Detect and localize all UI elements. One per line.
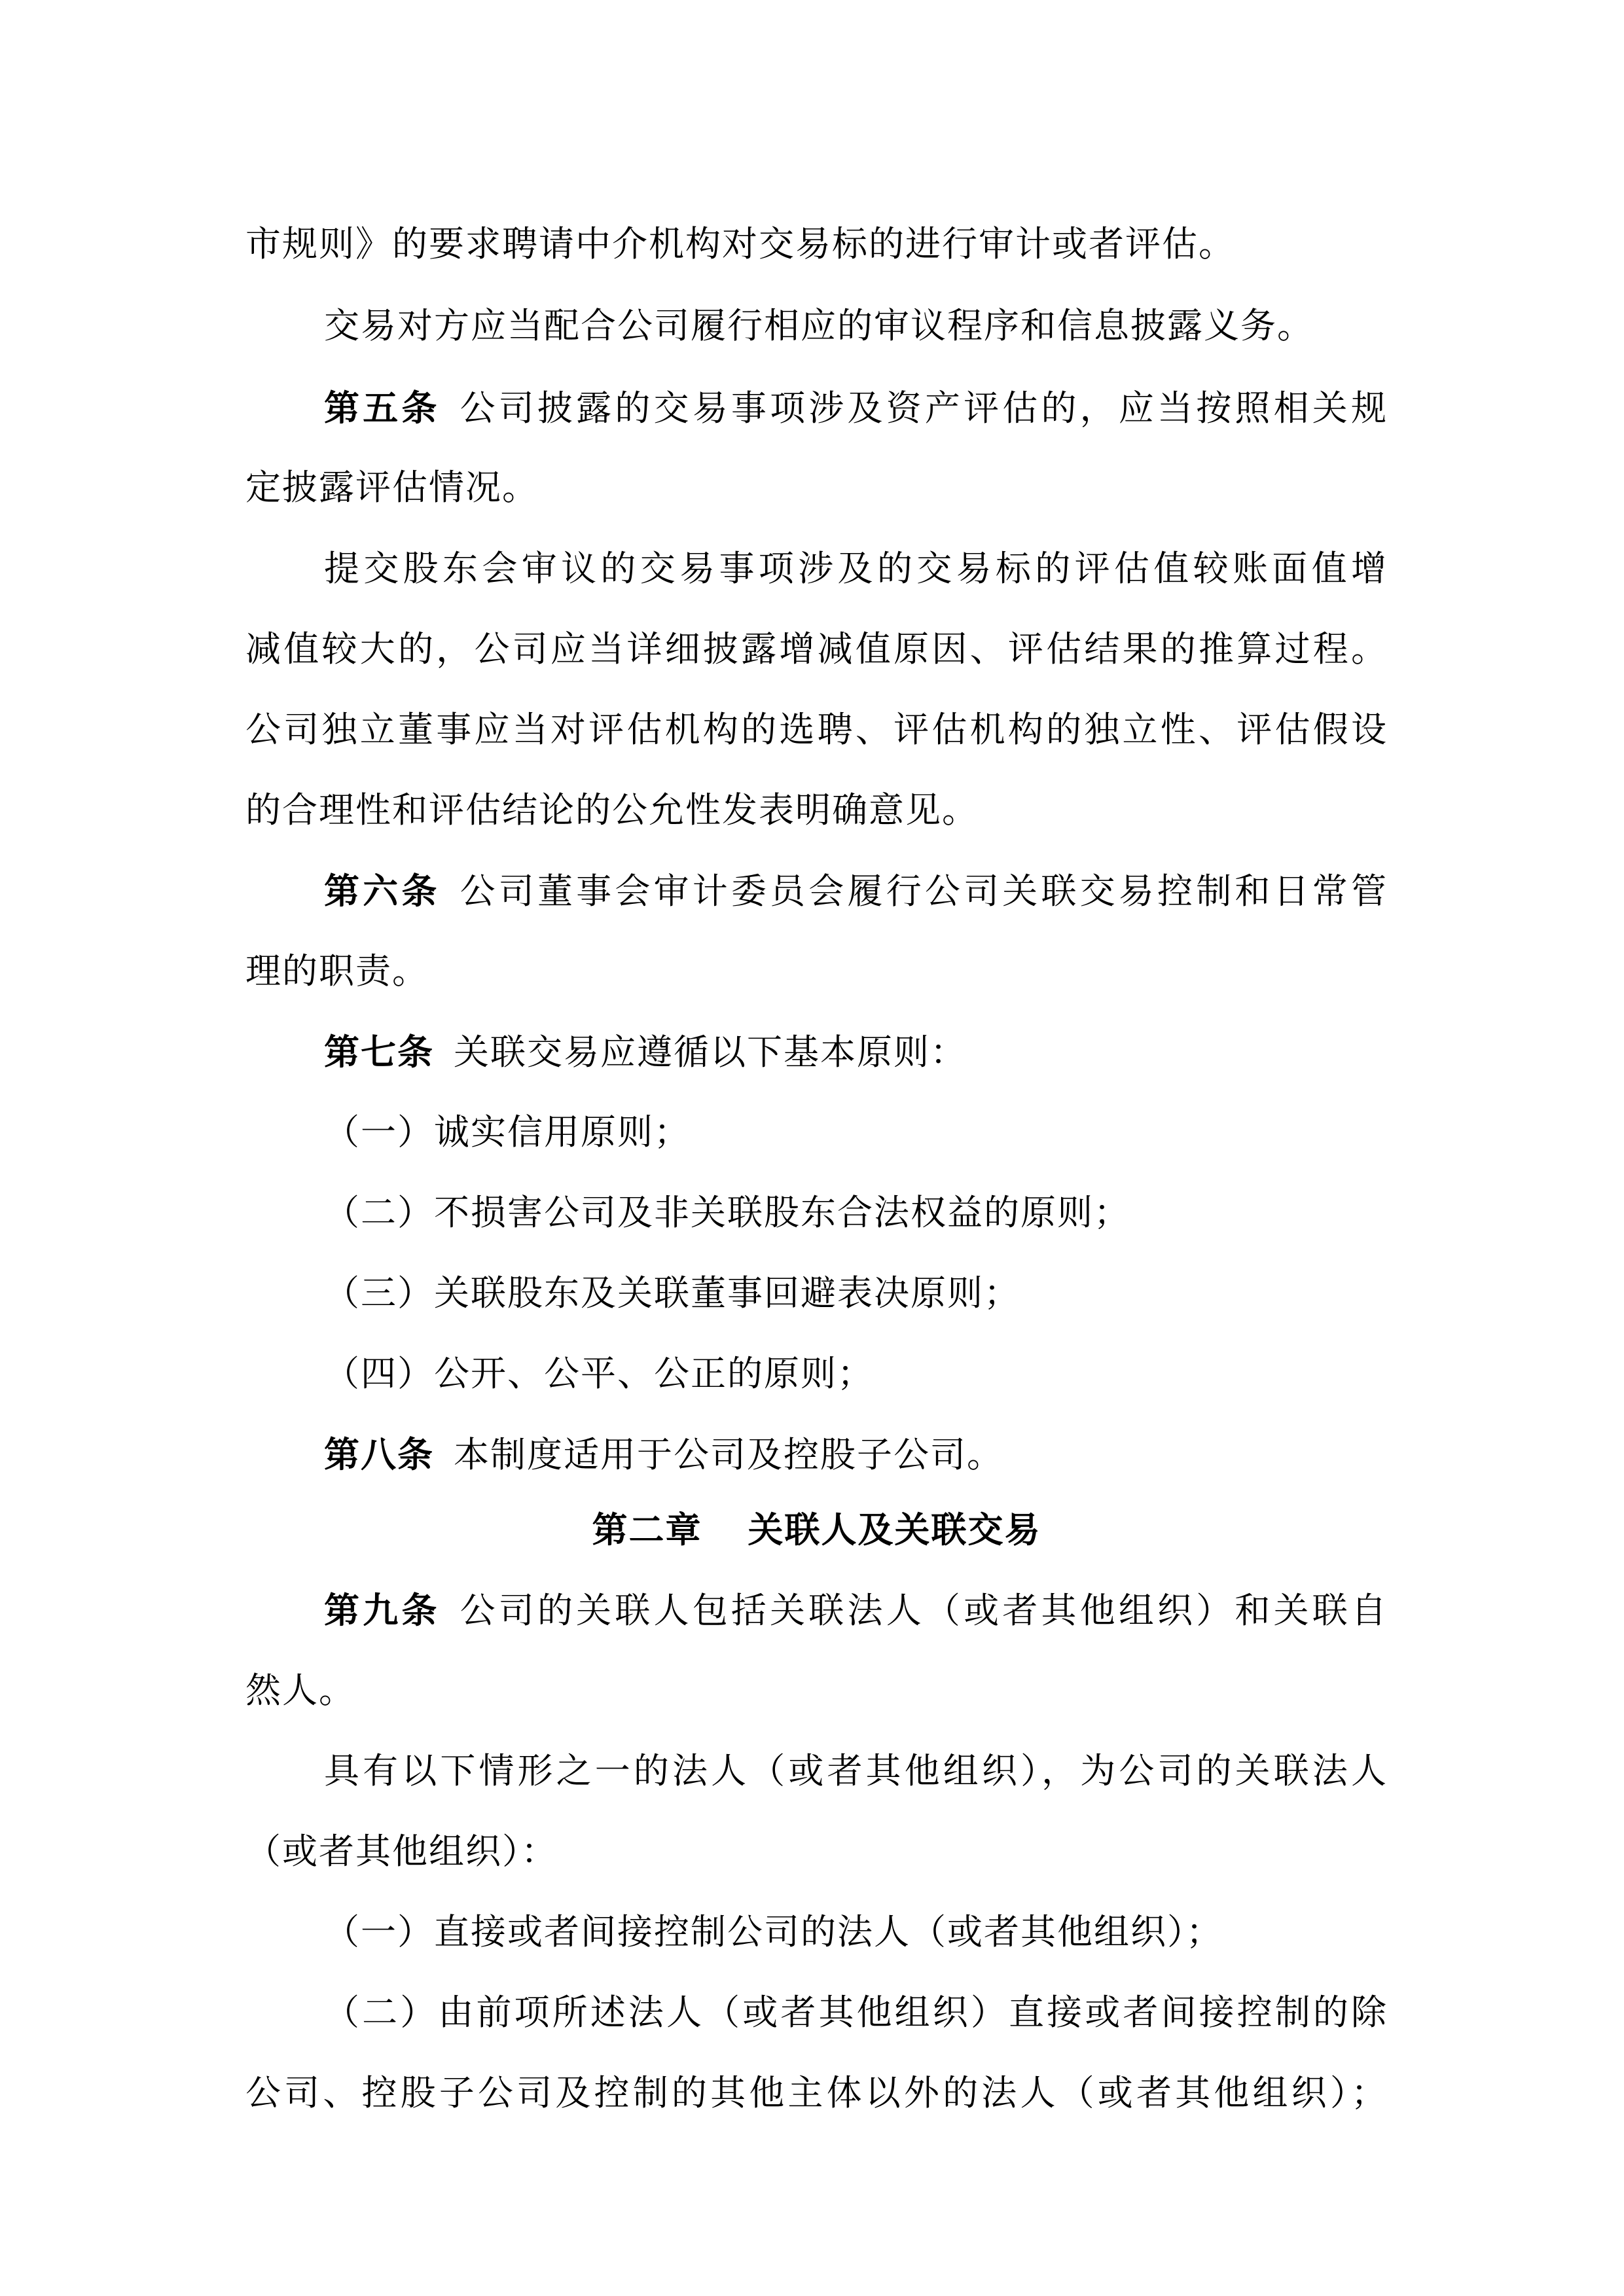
paragraph-line: 公司独立董事应当对评估机构的选聘、评估机构的独立性、评估假设 (245, 709, 1388, 750)
list-item: （四）公开、公平、公正的原则； (324, 1353, 874, 1394)
list-item: （一）诚实信用原则； (324, 1111, 691, 1153)
chapter-heading (245, 1507, 1388, 1552)
article-9-line-2: 然人。 (245, 1670, 355, 1711)
paragraph-line: 的合理性和评估结论的公允性发表明确意见。 (245, 789, 979, 831)
list-item: （二）由前项所述法人（或者其他组织）直接或者间接控制的除 (324, 1992, 1388, 2033)
paragraph-line: 交易对方应当配合公司履行相应的审议程序和信息披露义务。 (324, 305, 1314, 346)
article-6-line-2: 理的职责。 (245, 950, 429, 992)
article-label: 第五条 (324, 387, 441, 429)
paragraph-line: 减值较大的，公司应当详细披露增减值原因、评估结果的推算过程。 (245, 628, 1388, 670)
list-item: （二）不损害公司及非关联股东合法权益的原则； (324, 1192, 1130, 1233)
article-label: 第九条 (324, 1589, 441, 1631)
article-label: 第八条 (324, 1433, 434, 1475)
article-label: 第六条 (324, 870, 441, 912)
article-5-line-2: 定披露评估情况。 (245, 467, 539, 508)
paragraph-line: 提交股东会审议的交易事项涉及的交易标的评估值较账面值增 (324, 548, 1388, 589)
article-9-line-1 (324, 1587, 1388, 1634)
paragraph-line: 市规则》的要求聘请中介机构对交易标的进行审计或者评估。 (245, 223, 1235, 264)
article-8-line-1 (324, 1431, 1388, 1478)
article-text: 公司的关联人包括关联法人（或者其他组织）和关联自 (460, 1590, 1388, 1631)
paragraph-line: （或者其他组织）： (245, 1831, 558, 1872)
article-6-line-1 (324, 868, 1388, 914)
article-label: 第七条 (324, 1031, 434, 1073)
article-7-line-1 (324, 1029, 1388, 1075)
list-item-continuation: 公司、控股子公司及控制的其他主体以外的法人（或者其他组织）； (245, 2072, 1388, 2113)
article-text: 关联交易应遵循以下基本原则： (454, 1031, 967, 1073)
list-item: （三）关联股东及关联董事回避表决原则； (324, 1272, 1020, 1314)
paragraph-line: 具有以下情形之一的法人（或者其他组织），为公司的关联法人 (324, 1750, 1388, 1791)
list-item: （一）直接或者间接控制公司的法人（或者其他组织）； (324, 1911, 1223, 1952)
article-5-line-1 (324, 385, 1388, 431)
article-text: 本制度适用于公司及控股子公司。 (454, 1434, 1003, 1475)
article-text: 公司董事会审计委员会履行公司关联交易控制和日常管 (460, 870, 1388, 912)
chapter-title: 关联人及关联交易 (748, 1509, 1041, 1551)
chapter-number: 第二章 (592, 1509, 702, 1551)
article-text: 公司披露的交易事项涉及资产评估的，应当按照相关规 (460, 387, 1388, 429)
